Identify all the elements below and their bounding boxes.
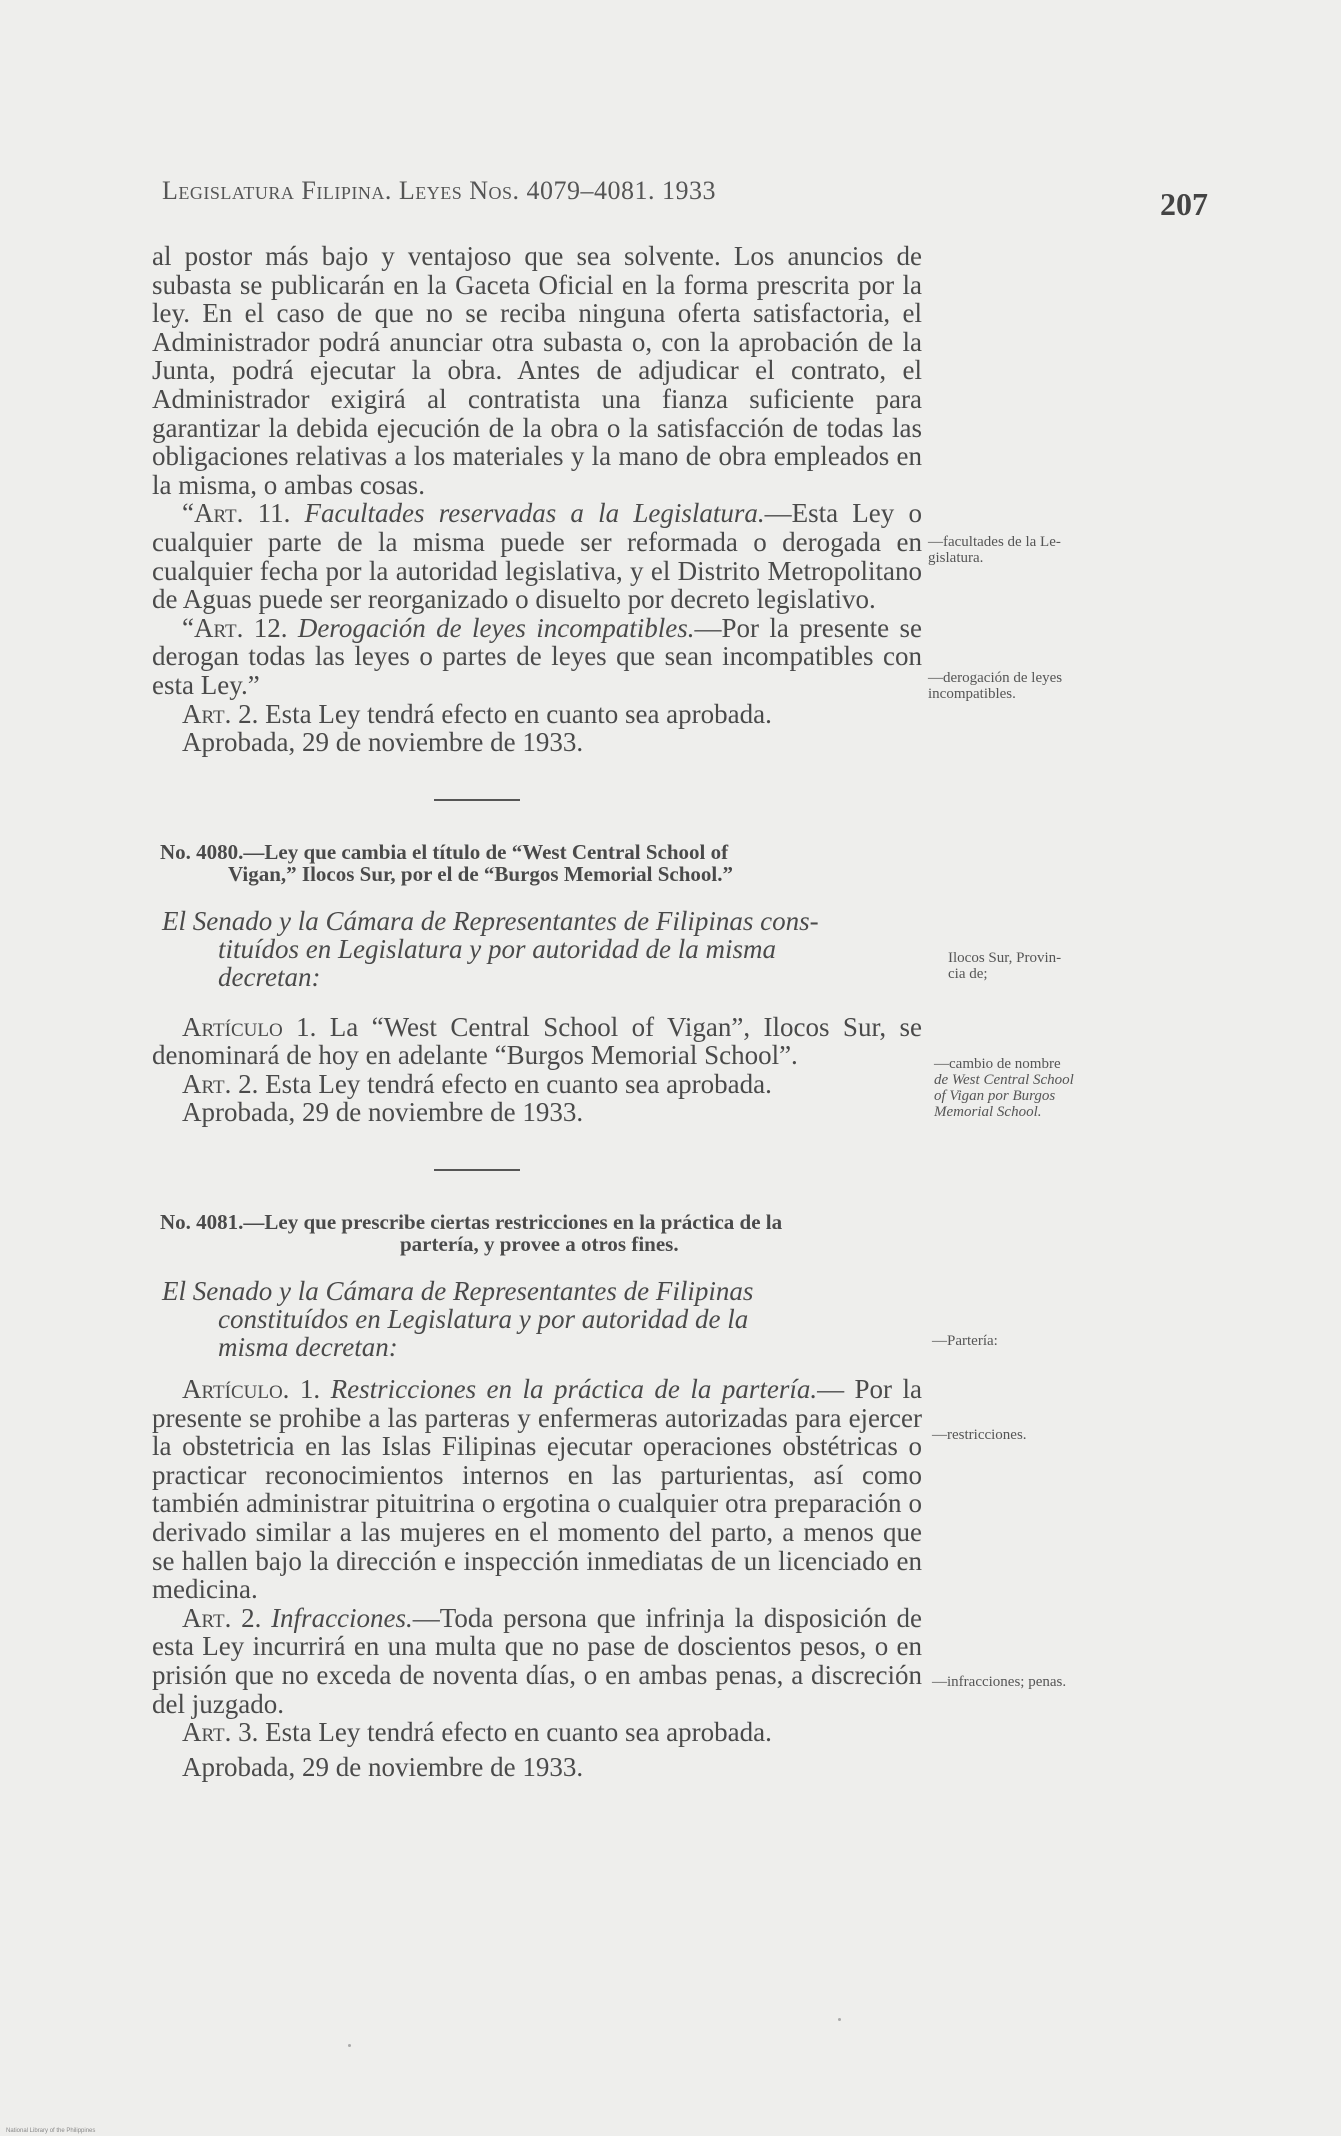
enact-line: constituídos en Legislatura y por autoridad de la — [218, 1304, 749, 1335]
law4080-approval-date: Aprobada, 29 de noviembre de 1933. — [182, 1097, 584, 1128]
speck — [348, 2044, 351, 2047]
margin-note-line — [934, 1104, 1134, 1120]
law4079-article-11 — [152, 499, 922, 613]
margin-note-derogacion — [928, 670, 1128, 702]
article-label: Art. 2. — [182, 1602, 262, 1633]
article-title: Facultades reservadas a la Legislatura. — [304, 498, 765, 529]
law4079-article-12 — [152, 614, 922, 700]
enact-line: El Senado y la Cámara de Representantes de Filipinas cons- — [162, 905, 819, 936]
law4080-enacting-clause — [152, 907, 922, 991]
article-text: —Toda persona que infrinja la disposición de esta Ley incurrirá en una multa que no pase de doscientos pesos, o en prisión que no exceda de noventa días, o en ambas penas, a discreción del juzgado. — [152, 1602, 923, 1719]
law4079-approval-date: Aprobada, 29 de noviembre de 1933. — [182, 727, 584, 758]
article-label: “Art. 12. — [182, 612, 288, 643]
law4079-article-2 — [152, 700, 922, 729]
margin-note-line: —facultades de la Le- — [928, 534, 1061, 550]
article-text: La “West Central School of Vigan”, Ilocos Sur, se denominará de hoy en adelante “Burgos Memorial School”. — [152, 1011, 922, 1071]
law4081-approval-date: Aprobada, 29 de noviembre de 1933. — [182, 1751, 584, 1782]
margin-note-italic: Memorial School. — [934, 1104, 1042, 1120]
page-number: 207 — [1160, 186, 1208, 222]
law4080-article-1 — [152, 1013, 922, 1070]
article-text: —Esta Ley o cualquier parte de la misma puede ser reformada o derogada en cualquier fecha por la autoridad legislativa, y el Distrito Metropolitano de Aguas puede ser reorganizado o disuelto por decreto legislativo. — [152, 498, 922, 615]
margin-note-parteria: —Partería: — [932, 1333, 998, 1349]
law4081-article-3 — [152, 1718, 922, 1747]
margin-note-line: —cambio de nombre — [934, 1056, 1061, 1072]
margin-note-line: incompatibles. — [928, 686, 1016, 702]
article-title: Restricciones en la práctica de la partería. — [330, 1374, 818, 1405]
law4081-article-2 — [152, 1604, 922, 1718]
margin-note-line — [934, 1072, 1134, 1088]
section-divider — [434, 1169, 520, 1171]
margin-note-line — [934, 1088, 1134, 1104]
enact-line: decretan: — [218, 961, 321, 992]
article-text: — Por la presente se prohibe a las parteras y enfermeras autorizadas para ejercer la obstetricia en las Islas Filipinas ejecutar operaciones obstétricas o practicar reconocimientos internos en las parturientas, así como también administrar pituitrina o ergotina o cualquier otra preparación o derivado similar a las mujeres en el momento del parto, a menos que se hallen bajo la dirección e inspección inmediatas de un licenciado en medicina. — [152, 1374, 923, 1605]
article-label: Art. 2. — [182, 698, 259, 729]
footer-credit: National Library of the Philippines — [6, 2128, 96, 2134]
article-text: —Por la presente se derogan todas las leyes o partes de leyes que sean incompatibles con esta Ley.” — [152, 612, 923, 700]
enact-line: misma decretan: — [218, 1332, 398, 1363]
margin-note-line: gislatura. — [928, 550, 984, 566]
law-title-line: No. 4080.—Ley que cambia el título de “West Central School of — [160, 839, 729, 864]
article-text: Esta Ley tendrá efecto en cuanto sea aprobada. — [265, 1068, 772, 1099]
article-label: Artículo 1. — [182, 1011, 317, 1042]
article-label: “Art. 11. — [182, 498, 291, 529]
article-label: Art. 2. — [182, 1068, 259, 1099]
law-title-line: No. 4081.—Ley que prescribe ciertas restricciones en la práctica de la — [160, 1210, 783, 1235]
section-divider — [434, 799, 520, 801]
law-title-line: partería, y provee a otros fines. — [400, 1232, 679, 1257]
law4081-enacting-clause — [152, 1277, 922, 1361]
margin-note-ilocos-sur — [948, 950, 1148, 982]
margin-note-line: —derogación de leyes — [928, 670, 1063, 686]
law4080-article-2 — [152, 1070, 922, 1099]
margin-note-line: cia de; — [948, 966, 988, 982]
law4081-title — [152, 1211, 922, 1255]
margin-note-infracciones: —infracciones; penas. — [932, 1674, 1067, 1690]
law4081-article-1 — [152, 1375, 922, 1604]
law-title-line: Vigan,” Ilocos Sur, por el de “Burgos Memorial School.” — [228, 861, 733, 886]
article-label: Artículo. 1. — [182, 1374, 321, 1405]
margin-note-restricciones: —restricciones. — [932, 1427, 1027, 1443]
margin-note-cambio-nombre — [934, 1056, 1134, 1120]
article-text: Esta Ley tendrá efecto en cuanto sea aprobada. — [265, 1717, 772, 1748]
law4079-paragraph: al postor más bajo y ventajoso que sea solvente. Los anuncios de subasta se publicarán en la Gaceta Oficial en la forma prescrita por la ley. En el caso de que no se reciba ninguna oferta satisfactoria, el Administrador podrá anunciar otra subasta o, con la aprobación de la Junta, podrá ejecutar la obra. Antes de adjudicar el contrato, el Administrador exigirá al contratista una fianza suficiente para garantizar la debida ejecución de la obra o la satisfacción de todas las obligaciones relativas a los materiales y la mano de obra empleados en la misma, o ambas cosas. — [152, 241, 922, 500]
speck — [838, 2018, 841, 2021]
margin-note-italic: de West Central School — [934, 1072, 1074, 1088]
article-text: Esta Ley tendrá efecto en cuanto sea aprobada. — [265, 698, 772, 729]
article-label: Art. 3. — [182, 1717, 259, 1748]
page-body — [152, 242, 922, 1781]
margin-note-italic: of Vigan por Burgos — [934, 1088, 1056, 1104]
article-title: Derogación de leyes incompatibles. — [297, 612, 695, 643]
margin-note-facultades — [928, 534, 1128, 566]
margin-note-line: Ilocos Sur, Provin- — [948, 950, 1062, 966]
article-title: Infracciones. — [271, 1602, 413, 1633]
enact-line: El Senado y la Cámara de Representantes de Filipinas — [162, 1276, 754, 1307]
law4080-title — [152, 841, 922, 885]
running-header: Legislatura Filipina. Leyes Nos. 4079–4081. 1933 — [162, 176, 716, 205]
enact-line: tituídos en Legislatura y por autoridad de la misma — [218, 933, 777, 964]
